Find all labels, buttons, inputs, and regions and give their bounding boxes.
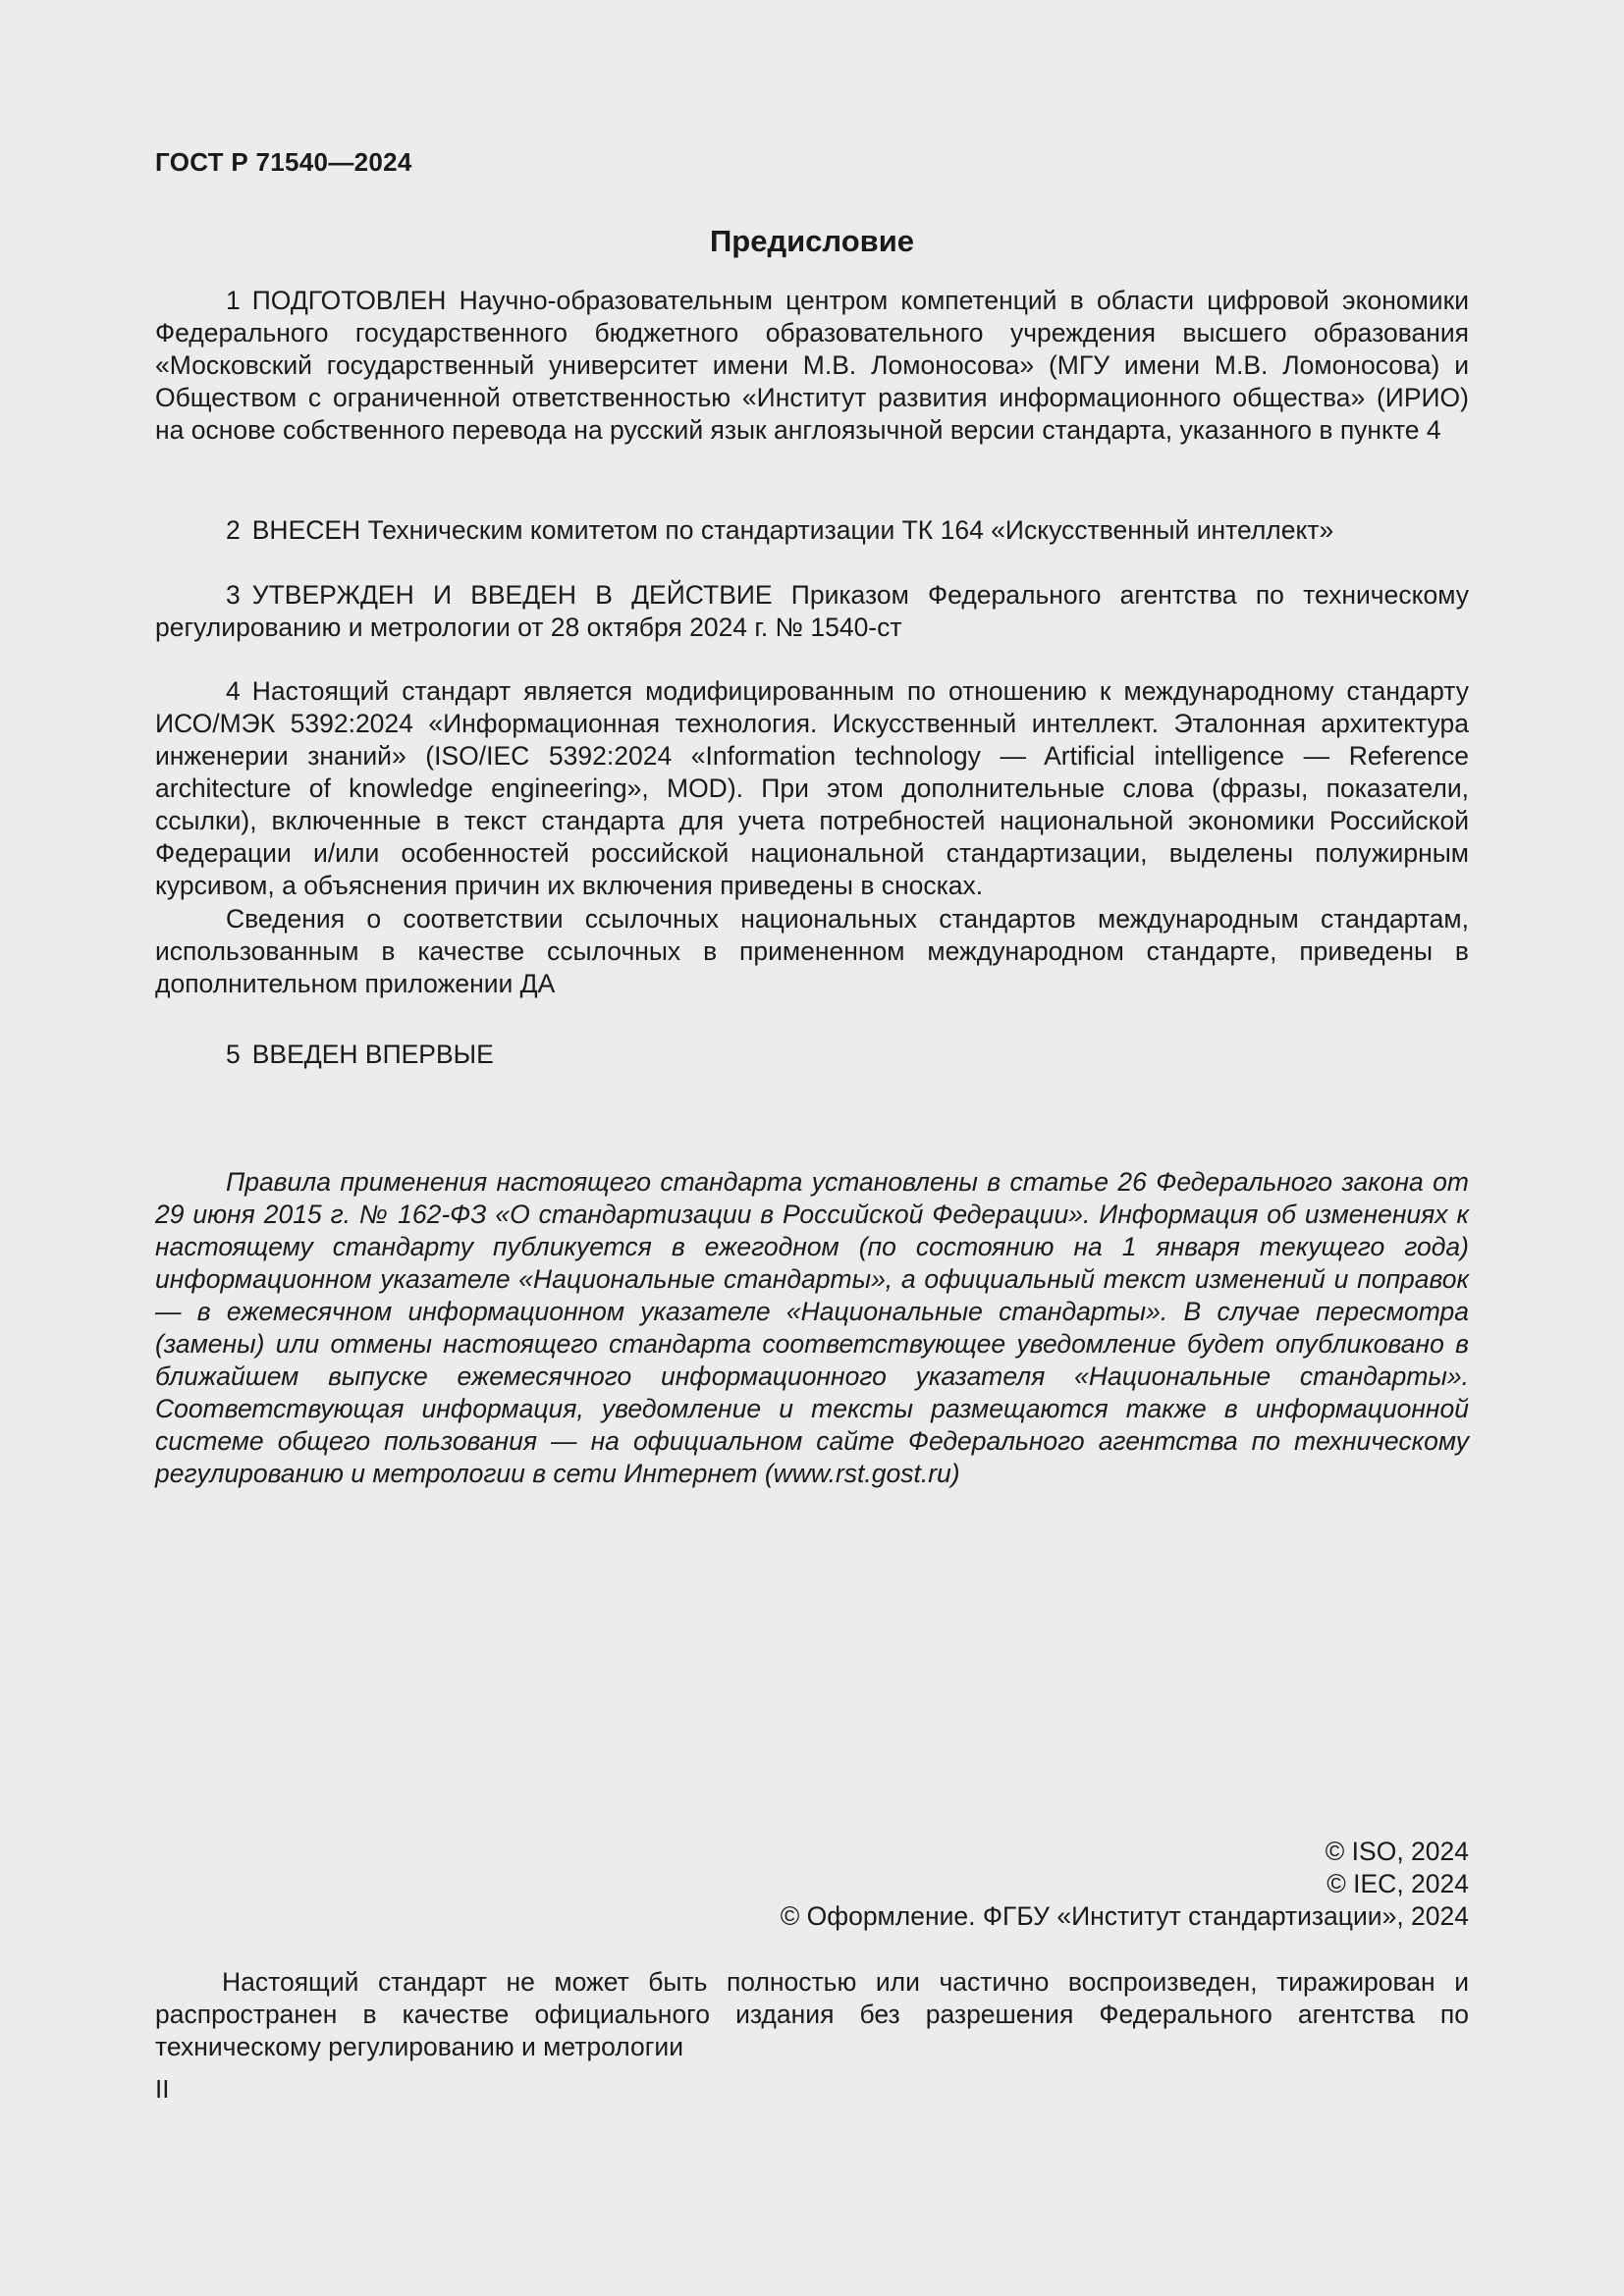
copyright-block [781, 1836, 1469, 1933]
reproduction-notice: Настоящий стандарт не может быть полностью или частично воспроизведен, тиражирован и распространен в качестве официального издания без разрешения Федерального агентства по техническому регулированию и метрологии [155, 1967, 1469, 2061]
foreword-item-5 [155, 1039, 1469, 1071]
foreword-item-2 [155, 514, 1469, 547]
item-text: Настоящий стандарт является модифицированным по отношению к международному стандарту ИСО/МЭК 5392:2024 «Информационная технология. Искусственный интеллект. Эталонная архитектура инженерии знаний» (ISO/IEC 5392:2024 «Information technology — Artificial intelligence — Reference architecture of knowledge engineering», MOD). При этом дополнительные слова (фразы, показатели, ссылки), включенные в текст стандарта для учета потребностей национальной экономики Российской Федерации и/или особенностей российской национальной стандартизации, выделены полужирным курсивом, а объяснения причин их включения приведены в сносках. [155, 676, 1469, 900]
foreword-item-4-references [155, 903, 1469, 1000]
foreword-item-3 [155, 579, 1469, 644]
item-number: 4 [226, 676, 241, 706]
copyright-iec: © IEC, 2024 [1326, 1869, 1469, 1898]
foreword-item-4 [155, 675, 1469, 902]
item-number: 1 [226, 286, 241, 315]
copyright-design: © Оформление. ФГБУ «Институт стандартизации», 2024 [780, 1901, 1469, 1931]
item-text: ВВЕДЕН ВПЕРВЫЕ [251, 1040, 494, 1069]
item-number: 5 [226, 1040, 241, 1069]
item-number: 3 [226, 580, 241, 610]
document-page [155, 0, 1469, 2296]
item-text: ПОДГОТОВЛЕН Научно-образовательным центром компетенций в области цифровой экономики Федерального государственного бюджетного образовательного учреждения высшего образования «Московский государственный университет имени М.В. Ломоносова» (МГУ имени М.В. Ломоносова) и Обществом с ограниченной ответственностью «Институт развития информационного общества» (ИРИО) на основе собственного перевода на русский язык англоязычной версии стандарта, указанного в пункте 4 [155, 286, 1469, 445]
item-text: ВНЕСЕН Техническим комитетом по стандартизации ТК 164 «Искусственный интеллект» [251, 515, 1334, 545]
page-number: II [155, 2074, 170, 2104]
item-text: УТВЕРЖДЕН И ВВЕДЕН В ДЕЙСТВИЕ Приказом Федерального агентства по техническому регулированию и метрологии от 28 октября 2024 г. № 1540-ст [155, 580, 1469, 642]
application-rules-notice: Правила применения настоящего стандарта установлены в статье 26 Федерального закона от 29 июня 2015 г. № 162-ФЗ «О стандартизации в Российской Федерации». Информация об изменениях к настоящему стандарту публикуется в ежегодном (по состоянию на 1 января текущего года) информационном указателе «Национальные стандарты», а официальный текст изменений и поправок — в ежемесячном информационном указателе «Национальные стандарты». В случае пересмотра (замены) или отмены настоящего стандарта соответствующее уведомление будет опубликовано в ближайшем выпуске ежемесячного информационного указателя «Национальные стандарты». Соответствующая информация, уведомление и тексты размещаются также в информационной системе общего пользования — на официальном сайте Федерального агентства по техническому регулированию и метрологии в сети Интернет (www.rst.gost.ru) [155, 1167, 1469, 1488]
copyright-iso: © ISO, 2024 [1325, 1837, 1469, 1866]
page-title: Предисловие [709, 224, 914, 258]
foreword-item-1 [155, 285, 1469, 447]
item-number: 2 [226, 515, 241, 545]
item-text: Сведения о соответствии ссылочных национальных стандартов международным стандартам, использованным в качестве ссылочных в примененном международном стандарте, приведены в дополнительном приложении ДА [155, 904, 1469, 998]
document-code: ГОСТ Р 71540—2024 [155, 147, 412, 177]
